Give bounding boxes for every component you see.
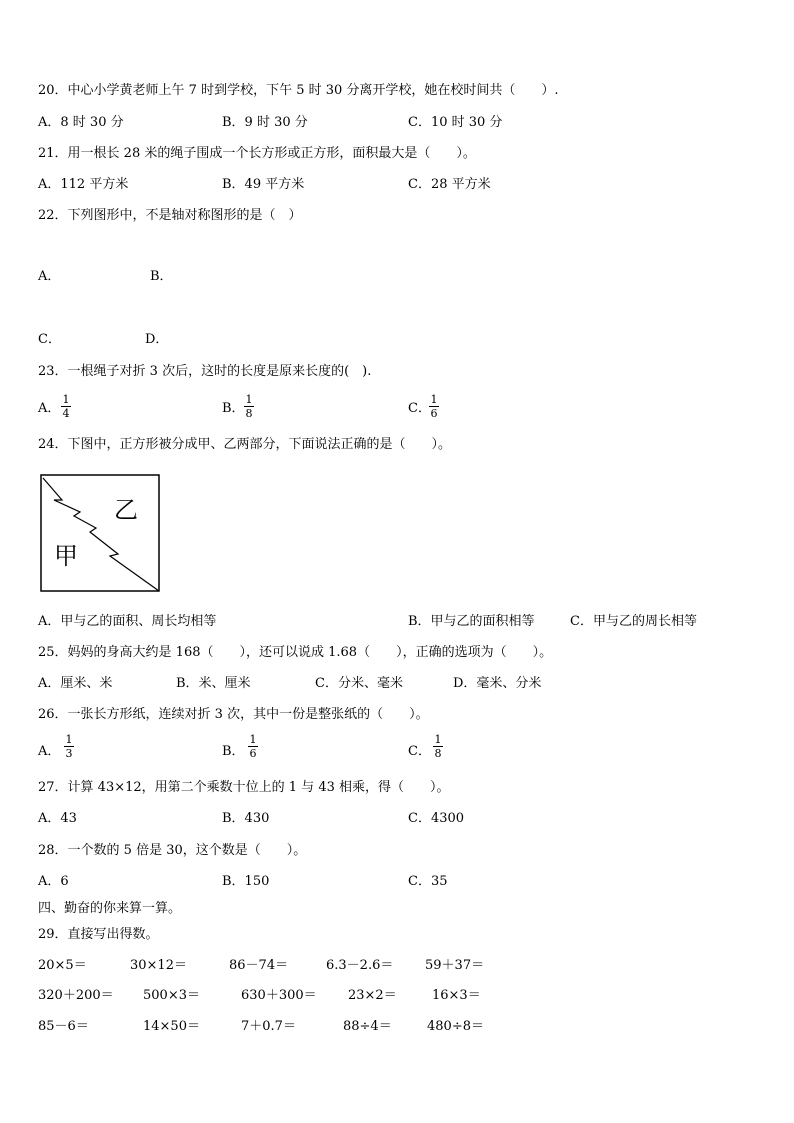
- question-23-option-a-fraction: [60, 394, 72, 419]
- question-21-option-c[interactable]: C．28 平方米: [408, 177, 491, 192]
- question-25-option-c[interactable]: C．分米、毫米: [315, 676, 403, 691]
- question-26-option-c[interactable]: C．: [408, 744, 431, 759]
- question-29-stem: 29．直接写出得数。: [38, 927, 159, 942]
- question-27-option-a[interactable]: A．43: [38, 811, 77, 826]
- question-23-stem: 23．一根绳子对折 3 次后，这时的长度是原来长度的( ).: [38, 364, 372, 379]
- fraction-denominator: 8: [245, 407, 253, 420]
- calc-item: 23×2＝: [348, 988, 397, 1003]
- calc-item: 88÷4＝: [343, 1019, 392, 1034]
- fraction-denominator: 6: [430, 407, 438, 420]
- question-26-option-c-fraction: [432, 734, 444, 759]
- question-23-option-c-fraction: [428, 394, 440, 419]
- question-26-option-b[interactable]: B．: [222, 744, 245, 759]
- fraction-denominator: 8: [434, 747, 442, 760]
- calc-item: 630＋300＝: [241, 988, 317, 1003]
- calc-item: 20×5＝: [38, 958, 87, 973]
- fraction-numerator: 1: [65, 733, 73, 746]
- question-20-option-b[interactable]: B．9 时 30 分: [222, 115, 308, 130]
- question-27-stem: 27．计算 43×12，用第二个乘数十位上的 1 与 43 相乘，得（ ）。: [38, 780, 450, 795]
- question-22-stem: 22．下列图形中，不是轴对称图形的是（ ）: [38, 208, 302, 223]
- question-24-stem: 24．下图中，正方形被分成甲、乙两部分，下面说法正确的是（ ）。: [38, 437, 452, 452]
- question-24-option-a[interactable]: A．甲与乙的面积、周长均相等: [38, 614, 217, 629]
- fraction-denominator: 6: [249, 747, 257, 760]
- question-21-option-a[interactable]: A．112 平方米: [38, 177, 129, 192]
- calc-item: 6.3－2.6＝: [326, 958, 394, 973]
- question-22-option-b[interactable]: B．: [150, 269, 173, 284]
- question-23-option-b-fraction: [243, 394, 255, 419]
- fraction-denominator: 3: [65, 747, 73, 760]
- question-21-option-b[interactable]: B．49 平方米: [222, 177, 305, 192]
- question-25-option-a[interactable]: A．厘米、米: [38, 676, 113, 691]
- question-25-stem: 25．妈妈的身高大约是 168（ ），还可以说成 1.68（ ），正确的选项为（ ）。: [38, 645, 553, 660]
- zigzag-dividing-line: [43, 478, 159, 591]
- square-outline: [41, 475, 159, 591]
- calc-item: 85－6＝: [38, 1019, 89, 1034]
- question-28-stem: 28．一个数的 5 倍是 30，这个数是（ ）。: [38, 843, 307, 858]
- question-20-option-a[interactable]: A．8 时 30 分: [38, 115, 124, 130]
- figure-label-yi: 乙: [114, 496, 138, 524]
- fraction-denominator: 4: [62, 407, 70, 420]
- fraction-numerator: 1: [434, 733, 442, 746]
- fraction-numerator: 1: [430, 393, 438, 406]
- question-20-stem: 20．中心小学黄老师上午 7 时到学校，下午 5 时 30 分离开学校，她在校时间共（ ）.: [38, 83, 559, 98]
- calc-item: 16×3＝: [432, 988, 481, 1003]
- question-27-option-c[interactable]: C．4300: [408, 811, 465, 826]
- question-28-option-c[interactable]: C．35: [408, 874, 448, 889]
- question-26-option-b-fraction: [247, 734, 259, 759]
- question-20-option-c[interactable]: C．10 时 30 分: [408, 115, 503, 130]
- question-25-option-d[interactable]: D．毫米、分米: [453, 676, 542, 691]
- question-22-option-d[interactable]: D．: [145, 332, 169, 347]
- question-28-option-a[interactable]: A．6: [38, 874, 69, 889]
- figure-label-jia: 甲: [54, 542, 78, 570]
- question-22-option-a[interactable]: A．: [38, 269, 61, 284]
- question-26-option-a[interactable]: A．: [38, 744, 61, 759]
- calc-item: 480÷8＝: [427, 1019, 484, 1034]
- question-24-option-b[interactable]: B．甲与乙的面积相等: [408, 614, 535, 629]
- calc-item: 59＋37＝: [425, 958, 485, 973]
- question-24-option-c[interactable]: C．甲与乙的周长相等: [570, 614, 697, 629]
- question-26-option-a-fraction: [63, 734, 75, 759]
- question-28-option-b[interactable]: B．150: [222, 874, 270, 889]
- calc-item: 320＋200＝: [38, 988, 114, 1003]
- fraction-numerator: 1: [62, 393, 70, 406]
- question-21-stem: 21．用一根长 28 米的绳子围成一个长方形或正方形，面积最大是（ ）。: [38, 146, 476, 161]
- question-26-stem: 26．一张长方形纸，连续对折 3 次，其中一份是整张纸的（ ）。: [38, 707, 429, 722]
- calc-item: 7＋0.7＝: [241, 1019, 296, 1034]
- question-22-option-c[interactable]: C．: [38, 332, 61, 347]
- calc-item: 86－74＝: [229, 958, 289, 973]
- calc-item: 500×3＝: [143, 988, 200, 1003]
- section-4-title: 四、勤奋的你来算一算。: [38, 901, 182, 916]
- square-divided-figure: [40, 474, 162, 594]
- question-27-option-b[interactable]: B．430: [222, 811, 270, 826]
- question-23-option-b[interactable]: B．: [222, 401, 245, 416]
- question-25-option-b[interactable]: B．米、厘米: [176, 676, 251, 691]
- question-23-option-a[interactable]: A．: [38, 401, 61, 416]
- question-23-option-c[interactable]: C．: [408, 401, 431, 416]
- fraction-numerator: 1: [249, 733, 257, 746]
- calc-item: 30×12＝: [130, 958, 187, 973]
- calc-item: 14×50＝: [143, 1019, 200, 1034]
- fraction-numerator: 1: [245, 393, 253, 406]
